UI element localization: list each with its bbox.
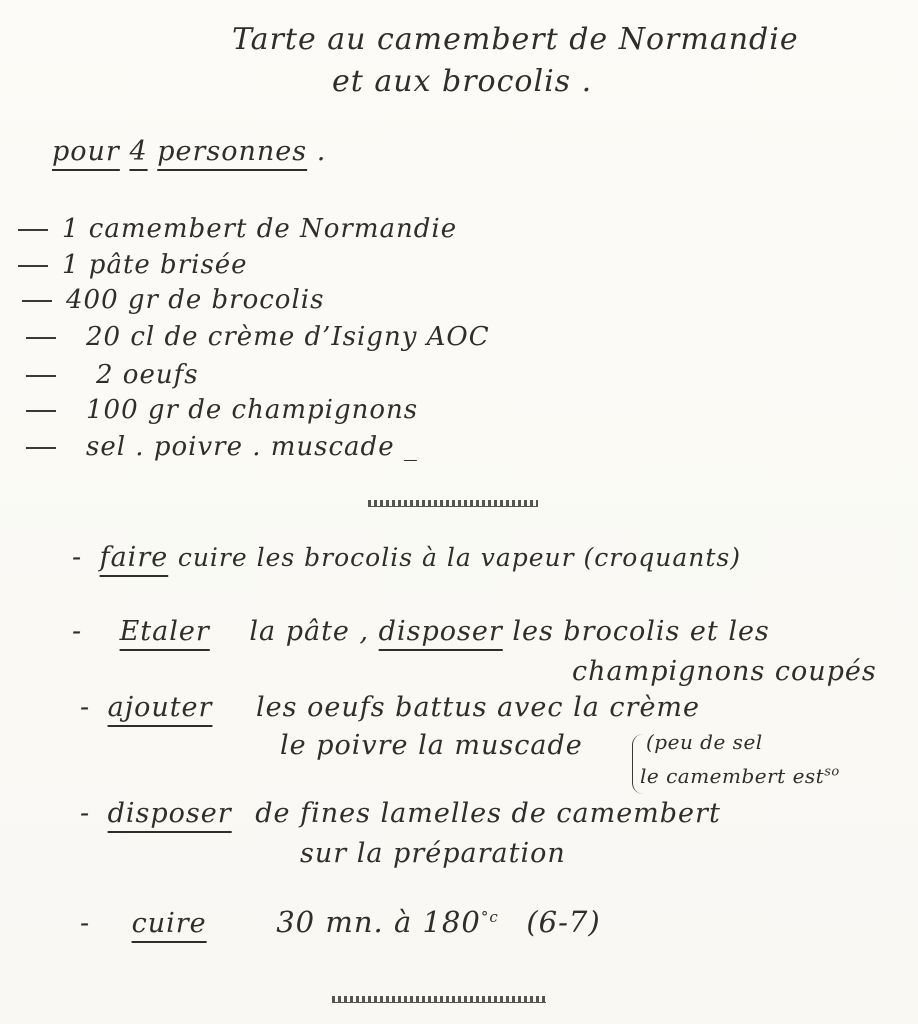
separator-squiggle — [368, 500, 538, 507]
ingredient-text: 20 cl de crème d’Isigny AOC — [86, 322, 490, 352]
list-dash — [26, 375, 56, 377]
servings-period: . — [316, 136, 327, 167]
step-bullet: - — [80, 798, 91, 829]
recipe-title-line2: et aux brocolis . — [332, 64, 593, 99]
step-bullet: - — [80, 692, 91, 723]
ingredient-item — [18, 250, 248, 280]
step-3 — [80, 692, 700, 723]
step-verb: disposer — [107, 798, 232, 829]
ingredient-item — [22, 285, 324, 315]
step-1 — [72, 542, 741, 573]
degree-mark: °c — [480, 908, 499, 926]
step-2-line2: champignons coupés — [572, 656, 877, 687]
step-text: la pâte , — [249, 616, 370, 647]
step-text: de fines lamelles de camembert — [255, 798, 721, 829]
ingredient-text: 400 gr de brocolis — [66, 285, 325, 315]
step-3-line2: le poivre la muscade — [280, 730, 583, 761]
oven-mark: (6-7) — [526, 905, 601, 939]
note-text: le camembert est — [640, 764, 825, 788]
step-3-note-line2 — [640, 764, 840, 788]
list-dash — [18, 229, 48, 231]
servings-word-pour: pour — [52, 136, 120, 167]
ingredient-item — [26, 432, 418, 462]
step-bullet: - — [80, 908, 91, 939]
list-dash — [22, 300, 52, 302]
ingredient-text: 1 pâte brisée — [62, 250, 248, 280]
step-text: 30 mn. à 180 — [276, 905, 481, 939]
step-verb-2: disposer — [378, 616, 503, 647]
step-text: cuire les brocolis à la vapeur (croquants) — [177, 543, 742, 572]
step-4 — [80, 798, 721, 829]
step-verb: ajouter — [107, 692, 213, 723]
ingredient-item — [26, 395, 418, 425]
ingredient-item — [26, 322, 490, 352]
step-bullet: - — [72, 616, 83, 647]
step-5 — [80, 905, 601, 939]
servings-number: 4 — [129, 136, 148, 167]
list-dash — [26, 447, 56, 449]
step-3-note-line1: (peu de sel — [646, 730, 763, 754]
ingredient-item — [18, 214, 457, 244]
step-text: les oeufs battus avec la crème — [256, 692, 700, 723]
step-2 — [72, 616, 770, 647]
ingredient-text: 100 gr de champignons — [86, 395, 419, 425]
step-verb: cuire — [131, 908, 207, 939]
step-text-2: les brocolis et les — [512, 616, 770, 647]
step-4-line2: sur la préparation — [300, 838, 566, 869]
servings-word-personnes: personnes — [157, 136, 308, 167]
step-bullet: - — [72, 542, 83, 573]
ingredient-text: sel . poivre . muscade _ — [86, 432, 418, 462]
recipe-title-line1: Tarte au camembert de Normandie — [232, 22, 799, 57]
ingredient-item — [26, 360, 199, 390]
separator-squiggle-bottom — [332, 996, 546, 1003]
ingredient-text: 2 oeufs — [96, 360, 199, 390]
ingredient-text: 1 camembert de Normandie — [62, 214, 458, 244]
step-verb: Etaler — [119, 616, 210, 647]
step-verb: faire — [99, 542, 169, 573]
note-sup: so — [824, 764, 840, 780]
list-dash — [26, 410, 56, 412]
servings-line — [52, 136, 326, 167]
list-dash — [26, 337, 56, 339]
list-dash — [18, 265, 48, 267]
